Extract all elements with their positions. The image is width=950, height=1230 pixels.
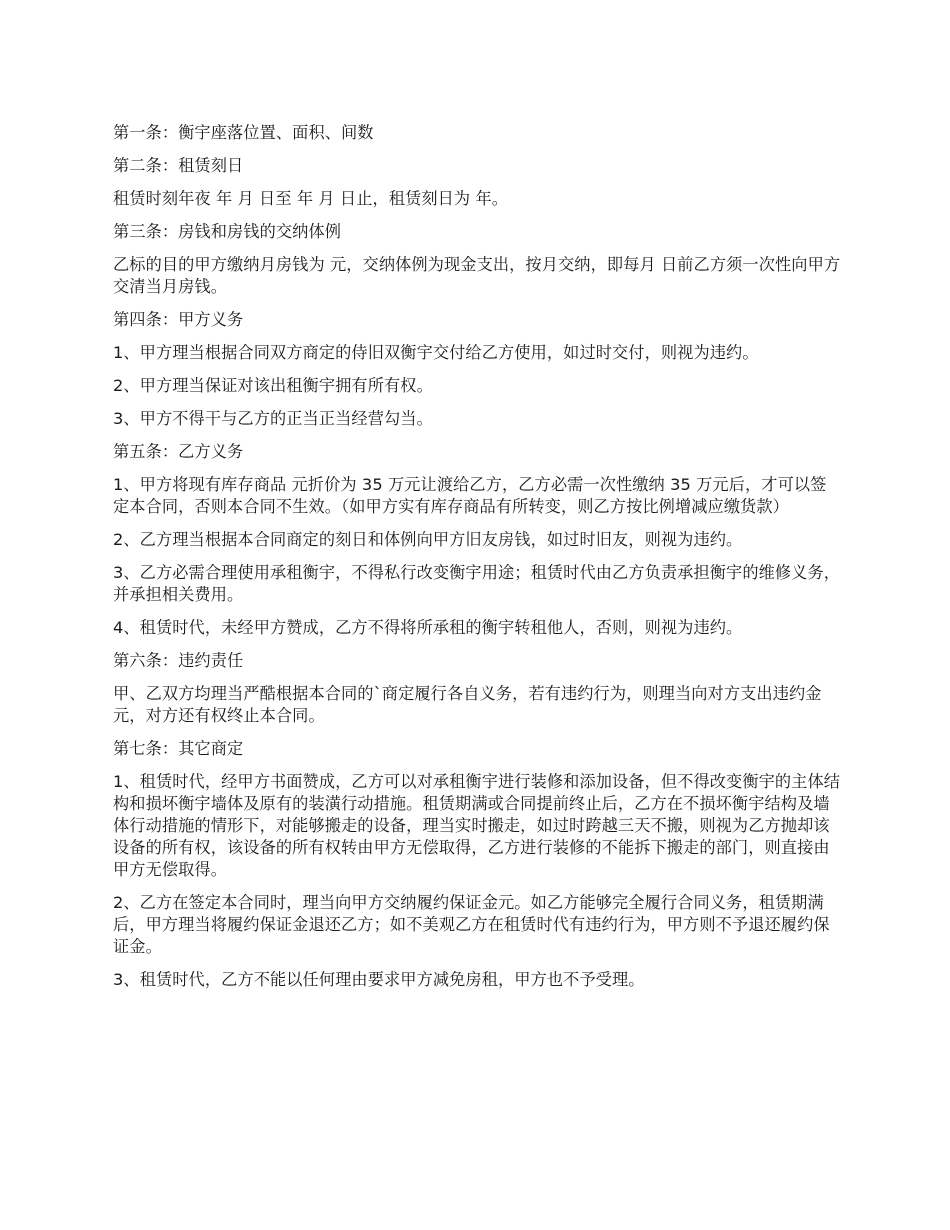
article-3-paragraph: 乙标的目的甲方缴纳月房钱为 元，交纳体例为现金支出，按月交纳，即每月 日前乙方须一次性向甲方交清当月房钱。 — [113, 255, 841, 296]
article-7-item-2: 2、乙方在签定本合同时，理当向甲方交纳履约保证金元。如乙方能够完全履行合同义务，租赁期满后，甲方理当将履约保证金退还乙方；如不美观乙方在租赁时代有违约行为，甲方则不予退还履约保证金。 — [113, 893, 830, 956]
article-1-heading: 第一条：衡宇座落位置、面积、间数 — [113, 123, 374, 142]
article-4-heading: 第四条：甲方义务 — [113, 310, 244, 329]
article-4-item-2: 2、甲方理当保证对该出租衡宇拥有所有权。 — [113, 376, 433, 395]
article-4-item-1: 1、甲方理当根据合同双方商定的侍旧双衡宇交付给乙方使用，如过时交付，则视为违约。 — [113, 343, 759, 362]
article-4-item-3: 3、甲方不得干与乙方的正当正当经营勾当。 — [113, 409, 433, 428]
document-body — [113, 122, 841, 1002]
article-7-heading: 第七条：其它商定 — [113, 739, 244, 758]
article-2-heading: 第二条：租赁刻日 — [113, 156, 244, 175]
article-5-item-3: 3、乙方必需合理使用承租衡宇，不得私行改变衡宇用途；租赁时代由乙方负责承担衡宇的维修义务，并承担相关费用。 — [113, 563, 841, 604]
article-2-paragraph: 租赁时刻年夜 年 月 日至 年 月 日止，租赁刻日为 年。 — [113, 189, 509, 208]
article-5-item-2: 2、乙方理当根据本合同商定的刻日和体例向甲方旧友房钱，如过时旧友，则视为违约。 — [113, 530, 743, 549]
article-5-item-1: 1、甲方将现有库存商品 元折价为 35 万元让渡给乙方，乙方必需一次性缴纳 35 万元后，才可以签定本合同，否则本合同不生效。（如甲方实有库存商品有所转变，则乙方按比例增减应缴货款） — [113, 475, 827, 516]
article-6-paragraph: 甲、乙双方均理当严酷根据本合同的`商定履行各自义务，若有违约行为，则理当向对方支出违约金 元，对方还有权终止本合同。 — [113, 684, 822, 725]
article-5-item-4: 4、租赁时代，未经甲方赞成，乙方不得将所承租的衡宇转租他人，否则，则视为违约。 — [113, 618, 743, 637]
article-3-heading: 第三条：房钱和房钱的交纳体例 — [113, 222, 342, 241]
article-7-item-1: 1、租赁时代，经甲方书面赞成，乙方可以对承租衡宇进行装修和添加设备，但不得改变衡宇的主体结构和损坏衡宇墙体及原有的装潢行动措施。租赁期满或合同提前终止后，乙方在不损坏衡宇结构及墙体行动措施的情形下，对能够搬走的设备，理当实时搬走，如过时跨越三天不搬，则视为乙方抛却该设备的所有权，该设备的所有权转由甲方无偿取得，乙方进行装修的不能拆下搬走的部门，则直接由甲方无偿取得。 — [113, 772, 841, 879]
article-5-heading: 第五条：乙方义务 — [113, 442, 244, 461]
article-6-heading: 第六条：违约责任 — [113, 651, 244, 670]
article-7-item-3: 3、租赁时代，乙方不能以任何理由要求甲方减免房租，甲方也不予受理。 — [113, 970, 645, 989]
